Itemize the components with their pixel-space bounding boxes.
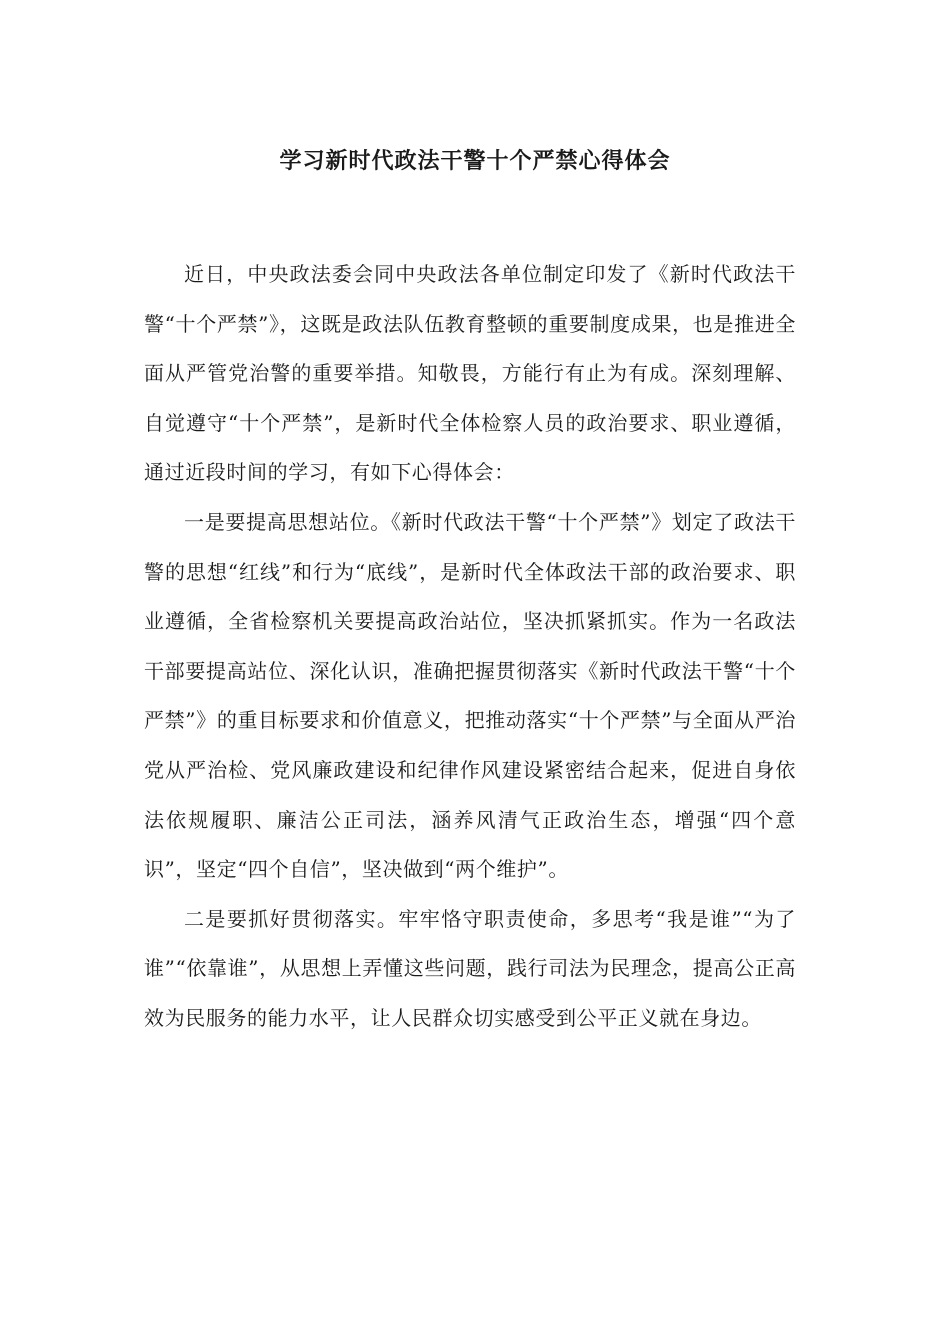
document-body [144, 250, 796, 1044]
paragraph-point-one: 一是要提高思想站位。《新时代政法干警“十个严禁”》划定了政法干警的思想“红线”和行为“底线”，是新时代全体政法干部的政治要求、职业遵循，全省检察机关要提高政治站位，坚决抓紧抓实。作为一名政法干部要提高站位、深化认识，准确把握贯彻落实《新时代政法干警“十个严禁”》的重目标要求和价值意义，把推动落实“十个严禁”与全面从严治党从严治检、党风廉政建设和纪律作风建设紧密结合起来，促进自身依法依规履职、廉洁公正司法，涵养风清气正政治生态，增强“四个意识”，坚定“四个自信”，坚决做到“两个维护”。 [144, 509, 796, 882]
paragraph-intro: 近日，中央政法委会同中央政法各单位制定印发了《新时代政法干警“十个严禁”》，这既是政法队伍教育整顿的重要制度成果，也是推进全面从严管党治警的重要举措。知敬畏，方能行有止为有成。深刻理解、自觉遵守“十个严禁”，是新时代全体检察人员的政治要求、职业遵循，通过近段时间的学习，有如下心得体会： [144, 262, 796, 485]
document-title: 学习新时代政法干警十个严禁心得体会 [279, 149, 671, 174]
paragraph-point-two: 二是要抓好贯彻落实。牢牢恪守职责使命，多思考“我是谁”“为了谁”“依靠谁”，从思想上弄懂这些问题，践行司法为民理念，提高公正高效为民服务的能力水平，让人民群众切实感受到公平正义就在身边。 [144, 906, 796, 1030]
